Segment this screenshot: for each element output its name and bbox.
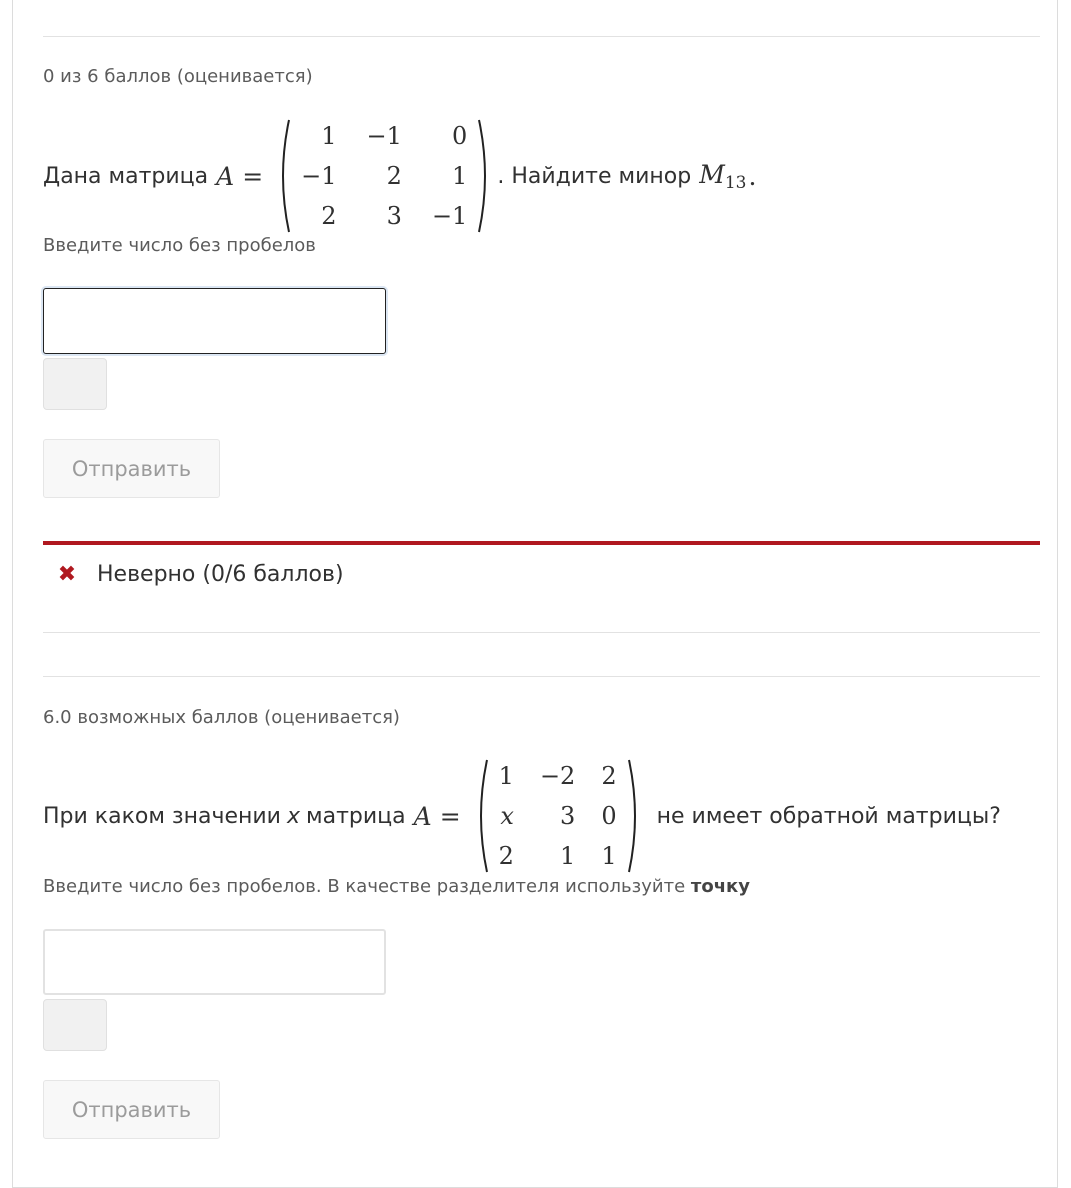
q2-answer-input[interactable] <box>43 929 386 995</box>
q2-cell: 2 <box>601 762 617 790</box>
q2-cell: 3 <box>560 802 576 830</box>
q1-matrix <box>275 118 493 234</box>
divider <box>43 632 1040 633</box>
q1-cell: 1 <box>452 162 468 190</box>
divider <box>43 676 1040 677</box>
q1-hint: Введите число без пробелов <box>43 235 316 256</box>
q1-cell: 2 <box>386 162 402 190</box>
q2-equals: = <box>439 801 461 831</box>
right-paren-icon <box>475 118 493 234</box>
q1-minor-var: M <box>699 159 725 189</box>
q1-matrix-grid <box>293 118 475 234</box>
q2-hint-main: Введите число без пробелов. В качестве разделителя используйте <box>43 876 686 897</box>
left-paren-icon <box>473 758 491 874</box>
q1-equals: = <box>242 161 264 191</box>
q2-points: 6.0 возможных баллов (оценивается) <box>43 707 400 728</box>
q2-cell: 1 <box>498 762 514 790</box>
q1-cell: −1 <box>366 122 402 150</box>
q1-status-indicator <box>43 358 107 410</box>
q1-minor <box>699 160 746 193</box>
q1-suffix: . Найдите минор <box>497 163 692 189</box>
q2-hint <box>43 876 750 897</box>
q1-points: 0 из 6 баллов (оценивается) <box>43 66 313 87</box>
q2-question <box>43 758 1001 874</box>
q2-status-indicator <box>43 999 107 1051</box>
q1-cell: 1 <box>321 122 337 150</box>
q1-submit-button[interactable]: Отправить <box>43 439 220 498</box>
q2-cell: −2 <box>539 762 576 790</box>
q2-submit-button[interactable]: Отправить <box>43 1080 220 1139</box>
q2-matrix-grid <box>491 758 625 874</box>
q2-matrix-var: A <box>413 801 432 831</box>
q2-hint-bold: точку <box>690 876 750 897</box>
q2-suffix: не имеет обратной матрицы? <box>656 803 1001 829</box>
q1-minor-sub: 13 <box>724 172 747 193</box>
left-paren-icon <box>275 118 293 234</box>
q1-cell: 2 <box>321 202 337 230</box>
q2-middle: матрица <box>306 803 406 829</box>
right-paren-icon <box>625 758 643 874</box>
q2-x-var: x <box>286 803 301 829</box>
q2-cell: 0 <box>601 802 617 830</box>
q1-question <box>43 118 756 234</box>
q1-cell: 3 <box>386 202 402 230</box>
q1-prefix: Дана матрица <box>43 163 209 189</box>
q2-cell: x <box>500 802 514 830</box>
q2-cell: 1 <box>560 842 576 870</box>
q2-prefix: При каком значении <box>43 803 281 829</box>
cross-icon: ✖ <box>57 562 77 587</box>
q1-matrix-var: A <box>216 161 235 191</box>
q1-end-dot: . <box>748 161 757 191</box>
q1-result <box>57 562 344 587</box>
q2-matrix <box>473 758 643 874</box>
q1-cell: −1 <box>431 202 468 230</box>
q2-cell: 2 <box>498 842 514 870</box>
q2-cell: 1 <box>601 842 617 870</box>
q1-answer-input[interactable] <box>43 288 386 354</box>
divider <box>43 36 1040 37</box>
incorrect-bar <box>43 541 1040 545</box>
q1-cell: 0 <box>452 122 468 150</box>
q1-cell: −1 <box>301 162 337 190</box>
q1-result-text: Неверно (0/6 баллов) <box>97 562 344 587</box>
